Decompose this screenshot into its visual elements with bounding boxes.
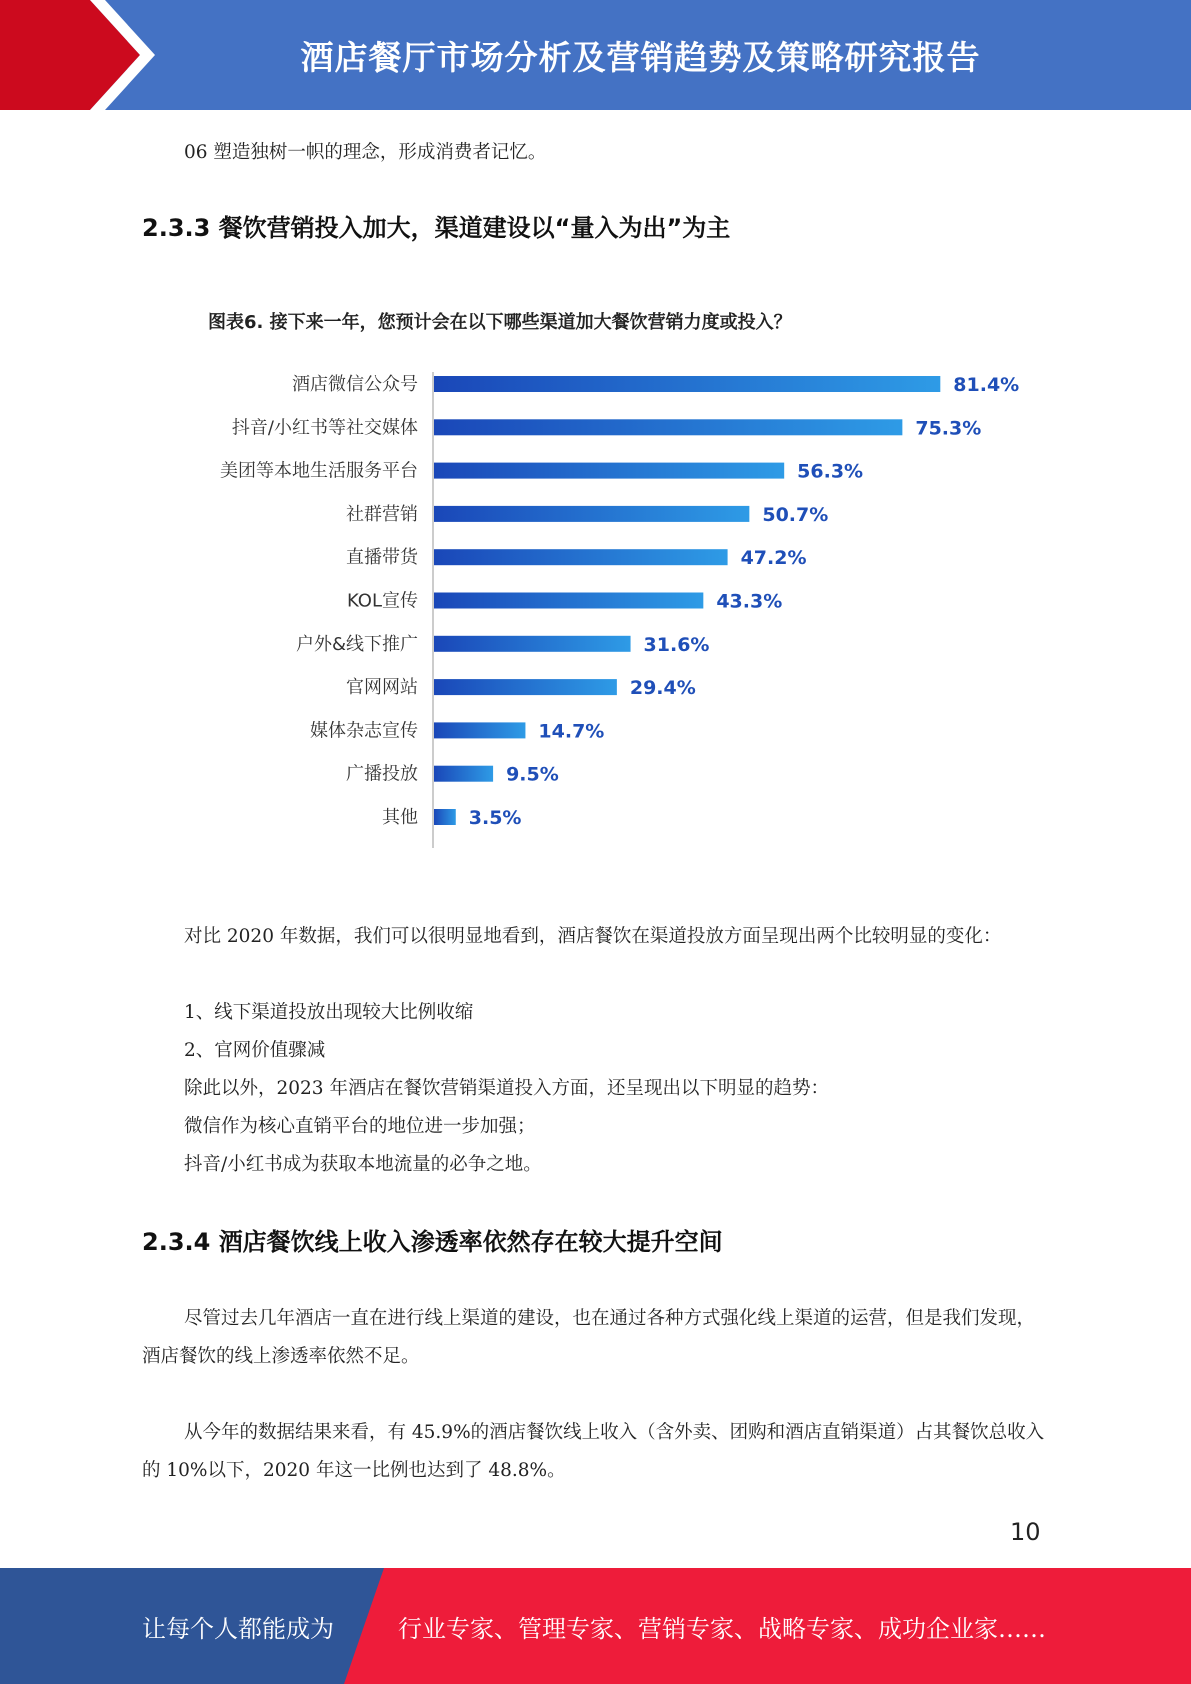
bar <box>434 593 703 609</box>
category-label: 社群营销 <box>346 503 418 525</box>
value-label: 81.4% <box>953 374 1020 396</box>
value-label: 50.7% <box>762 503 829 526</box>
footer-slogan-left: 让每个人都能成为 <box>142 1614 334 1643</box>
value-label: 3.5% <box>468 807 522 829</box>
category-label: 广播投放 <box>346 763 418 785</box>
chart-title: 图表6. 接下来一年，您预计会在以下哪些渠道加大餐饮营销力度或投入？ <box>208 312 792 333</box>
section-233-heading: 2.3.3 餐饮营销投入加大，渠道建设以“量入为出”为主 <box>142 214 731 242</box>
value-label: 47.2% <box>740 547 807 570</box>
intro-line: 06 塑造独树一帜的理念，形成消费者记忆。 <box>184 142 547 163</box>
online-paragraph: 尽管过去几年酒店一直在进行线上渠道的建设，也在通过各种方式强化线上渠道的运营，但是我们发现，酒店餐饮的线上渗透率依然不足。 <box>142 1308 1036 1367</box>
bar <box>434 722 525 738</box>
bar <box>434 766 493 782</box>
value-label: 14.7% <box>538 720 605 743</box>
change-item-1: 1、线下渠道投放出现较大比例收缩 <box>184 1002 474 1023</box>
category-label: 其他 <box>382 807 418 828</box>
bar <box>434 506 749 522</box>
category-label: 酒店微信公众号 <box>292 374 418 395</box>
category-label: 媒体杂志宣传 <box>310 720 418 742</box>
category-label: KOL宣传 <box>346 590 418 612</box>
bar <box>434 376 940 392</box>
category-label: 美团等本地生活服务平台 <box>220 460 418 482</box>
channel-investment-bar-chart <box>182 360 1082 860</box>
value-label: 9.5% <box>506 763 559 786</box>
category-label: 抖音/小红书等社交媒体 <box>231 417 418 439</box>
bar <box>434 636 631 652</box>
page-header <box>0 0 1191 110</box>
bar <box>434 419 902 435</box>
data-paragraph: 从今年的数据结果来看，有 45.9%的酒店餐饮线上收入（含外卖、团购和酒店直销渠道）占其餐饮总收入的 10%以下，2020 年这一比例也达到了 48.8%。 <box>142 1422 1045 1481</box>
category-label: 官网网站 <box>346 677 418 699</box>
value-label: 29.4% <box>629 677 696 700</box>
category-label: 户外&线下推广 <box>295 633 418 655</box>
trend-item-1: 微信作为核心直销平台的地位进一步加强； <box>184 1116 536 1137</box>
bar <box>434 463 784 479</box>
bar <box>434 809 456 825</box>
compare-paragraph: 对比 2020 年数据，我们可以很明显地看到，酒店餐饮在渠道投放方面呈现出两个比较明显的变化： <box>184 926 1002 947</box>
trend-intro: 除此以外，2023 年酒店在餐饮营销渠道投入方面，还呈现出以下明显的趋势： <box>184 1078 829 1099</box>
section-234-heading: 2.3.4 酒店餐饮线上收入渗透率依然存在较大提升空间 <box>142 1228 723 1256</box>
value-label: 56.3% <box>797 460 864 483</box>
change-item-2: 2、官网价值骤减 <box>184 1040 326 1061</box>
value-label: 43.3% <box>716 590 783 613</box>
footer-slogan-right: 行业专家、管理专家、营销专家、战略专家、成功企业家…… <box>398 1614 1046 1643</box>
report-title: 酒店餐厅市场分析及营销趋势及策略研究报告 <box>300 37 981 77</box>
bar <box>434 679 617 695</box>
trend-item-2: 抖音/小红书成为获取本地流量的必争之地。 <box>184 1154 542 1175</box>
category-label: 直播带货 <box>346 547 418 569</box>
value-label: 31.6% <box>643 633 710 656</box>
value-label: 75.3% <box>915 417 982 440</box>
page-number: 10 <box>1010 1518 1041 1546</box>
page-footer <box>0 1568 1191 1684</box>
bar <box>434 549 728 565</box>
